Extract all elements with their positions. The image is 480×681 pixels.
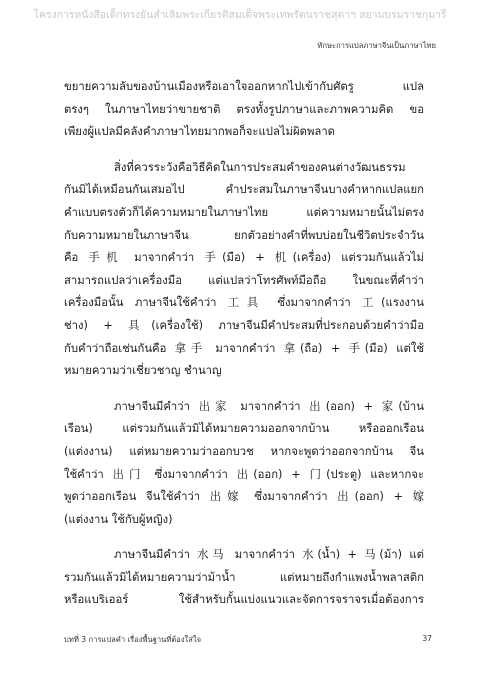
paragraph-2 (64, 157, 424, 383)
text-line: สามารถแปลว่าเครื่องมือ แต่แปลว่าโทรศัพท์มือถือ ในขณะที่คำว่า (64, 273, 424, 287)
text-line: ขยายความลับของบ้านเมืองหรือเอาใจออกหากไปเข้ากับศัตรู แปล (64, 80, 424, 93)
text-line: รวมกันแล้วมิได้หมายความว่าม้าน้ำ แต่หมายถึงกำแพงน้ำพลาสติก (64, 570, 424, 584)
text-line: พูดว่าออกเรือน จีนใช้คำว่า 出嫁 ซึ่งมาจากคำว่า 出(ออก) + 嫁 (64, 490, 424, 504)
paragraph-4 (64, 544, 424, 612)
text-line: คำแบบตรงตัวก็ได้ความหมายในภาษาไทย แต่ความหมายนั้นไม่ตรง (64, 205, 424, 219)
body-text (64, 76, 424, 612)
text-line: กันมิได้เหมือนกันเสมอไป คำประสมในภาษาจีนบางคำหากแปลแยก (64, 183, 424, 197)
text-line: ตรงๆ ในภาษาไทยว่าขายชาติ ตรงทั้งรูปภาษาและภาพความคิด ขอ (64, 102, 424, 116)
paragraph-1 (64, 76, 424, 144)
footer-chapter: บทที่ 3 การแปลคำ เรื่องพื้นฐานที่ต้องใส่ใจ (64, 635, 202, 644)
text-line: หมายความว่าเชี่ยวชาญ ชำนาญ (64, 364, 222, 378)
text-line: ภาษาจีนมีคำว่า 水马 มาจากคำว่า 水(น้ำ) + 马(ม้า) แต่ (114, 548, 424, 562)
text-line: กับความหมายในภาษาจีน ยกตัวอย่างคำที่พบบ่อยในชีวิตประจำวัน (64, 228, 424, 242)
text-line: เพียงผู้แปลมีคลังคำภาษาไทยมากพอก็จะแปลไม่ผิดพลาด (64, 125, 336, 139)
text-line: เรือน) แต่รวมกันแล้วมิได้หมายความออกจากบ้าน หรือออกเรือน (64, 422, 424, 436)
text-line: (แต่งงาน) แต่หมายความว่าออกบวช หากจะพูดว่าออกจากบ้าน จีน (64, 444, 424, 458)
running-head: ทักษะการแปลภาษาจีนเป็นภาษาไทย (317, 41, 436, 50)
text-line: ภาษาจีนมีคำว่า 出家 มาจากคำว่า 出(ออก) + 家(บ้าน (114, 399, 424, 413)
watermark: โครงการหนังสือเด็กทรงยันสำเลิมพระเกียรติสมเด็จพระเทพรัตนราชสุดาฯ สยามบรมราชกุมารี (33, 9, 447, 21)
text-line: เครื่องมือนั้น ภาษาจีนใช้คำว่า 工具 ซึ่งมาจากคำว่า 工(แรงงาน (64, 296, 424, 310)
text-line: ใช้คำว่า 出门 ซึ่งมาจากคำว่า 出(ออก) + 门(ประตู) และหากจะ (64, 467, 424, 481)
text-line: (แต่งงาน ใช้กับผู้หญิง) (64, 512, 173, 526)
paragraph-3 (64, 396, 424, 532)
text-line: สิ่งที่ควรระวังคือวิธีคิดในการประสมคำของคนต่างวัฒนธรรม (114, 160, 406, 174)
page-number: 37 (422, 634, 432, 643)
text-line: คือ 手机 มาจากคำว่า 手(มือ) + 机(เครื่อง) แต่รวมกันแล้วไม่ (64, 251, 424, 265)
text-line: ช่าง) + 具(เครื่องใช้) ภาษาจีนมีคำประสมที่ประกอบด้วยคำว่ามือ (64, 318, 424, 332)
text-line: กับคำว่าถือเช่นกันคือ 拿手 มาจากคำว่า 拿(ถือ) + 手(มือ) แต่ใช้ (64, 341, 424, 355)
text-line: หรือแบริเออร์ ใช้สำหรับกั้นแบ่งแนวและจัดการจราจรเมื่อต้องการ (64, 593, 424, 607)
